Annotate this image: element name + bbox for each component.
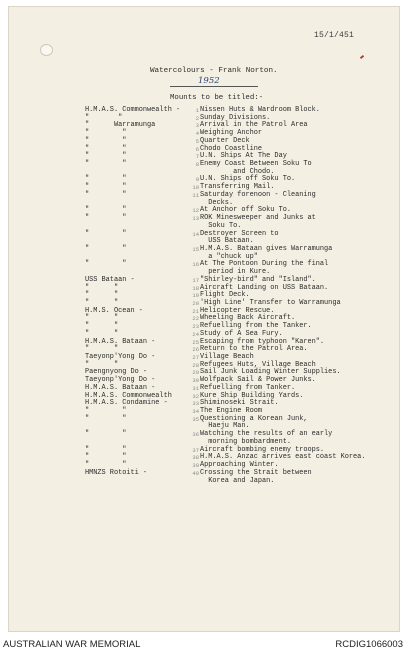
entry-title: Sail Junk Loading Winter Supplies. xyxy=(200,368,341,377)
entry-title: Arrival in the Patrol Area xyxy=(200,121,308,130)
list-item xyxy=(85,478,397,486)
entry-number: 39 xyxy=(192,462,199,470)
entries-list xyxy=(85,107,397,485)
entry-number: 9 xyxy=(195,176,199,184)
entry-ship: " " xyxy=(85,322,119,331)
footer-bar xyxy=(0,633,407,653)
entry-number: 37 xyxy=(192,446,199,454)
entry-number: 8 xyxy=(195,161,199,169)
entry-ship: H.M.A.S. Bataan - xyxy=(85,383,156,392)
entry-number: 31 xyxy=(192,384,199,392)
entry-title: Return to the Patrol Area. xyxy=(200,345,308,354)
document-title: Watercolours - Frank Norton. xyxy=(150,67,278,75)
entry-title: 'High Line' Transfer to Warramunga xyxy=(200,298,341,307)
entry-title: Village Beach xyxy=(200,353,254,361)
entry-number: 14 xyxy=(192,230,199,238)
entry-title: morning bombardment. xyxy=(200,437,291,446)
entry-number: 27 xyxy=(192,354,199,361)
entry-number: 7 xyxy=(195,153,199,161)
entry-title: period in Kure. xyxy=(200,268,271,277)
entry-ship: H.M.A.S. Commonwealth xyxy=(85,391,172,400)
entry-number: 32 xyxy=(192,392,199,400)
entry-ship: USS Bataan - xyxy=(85,275,135,284)
entry-title: Enemy Coast Between Soku To xyxy=(200,160,312,169)
entry-ship: " " xyxy=(85,291,119,300)
entry-title: Helicopter Rescue. xyxy=(200,306,275,315)
entry-title: H.M.A.S. Anzac arrives east coast Korea. xyxy=(200,453,366,462)
entry-ship: " " xyxy=(85,113,123,122)
entry-title: Refuelling from Tanker. xyxy=(200,383,296,392)
entry-ship: Taeyonp'Yong Do - xyxy=(85,353,156,361)
entry-number: 20 xyxy=(192,299,199,307)
entry-title: At The Pontoon During the final xyxy=(200,260,329,269)
entry-title: Saturday forenoon - Cleaning xyxy=(200,190,316,199)
entry-title: Aircraft bombing enemy troops. xyxy=(200,445,325,454)
entry-title: and Chodo. xyxy=(200,167,275,176)
entry-number: 35 xyxy=(192,415,199,423)
entry-ship: " " xyxy=(85,283,119,292)
entry-title: Flight Deck. xyxy=(200,291,250,300)
entry-title: Escaping from typhoon "Karen". xyxy=(200,337,325,346)
entry-number: 24 xyxy=(192,330,199,338)
entry-number: 1 xyxy=(195,107,199,114)
entry-number: 26 xyxy=(192,346,199,354)
entry-ship: H.M.A.S. Commonwealth - xyxy=(85,106,181,114)
entry-ship: " " xyxy=(85,160,127,169)
entry-title: U.N. Ships At The Day xyxy=(200,152,287,161)
entry-number: 19 xyxy=(192,292,199,300)
entry-title: USS Bataan. xyxy=(200,237,254,246)
entry-ship: H.M.A.S. Bataan - xyxy=(85,337,156,346)
entry-title: Wheeling Back Aircraft. xyxy=(200,314,296,323)
entry-title: Shiminoseki Strait. xyxy=(200,399,279,408)
entry-ship: " " xyxy=(85,183,127,192)
entry-title: Destroyer Screen to xyxy=(200,229,279,238)
entry-title: Chodo Coastline xyxy=(200,144,263,153)
entry-number: 40 xyxy=(192,469,199,477)
entry-title: Haeju Man. xyxy=(200,422,250,431)
entry-number: 29 xyxy=(192,369,199,377)
entry-title: Soku To. xyxy=(200,221,242,230)
entry-title: U.N. Ships off Soku To. xyxy=(200,175,296,184)
entry-title: Crossing the Strait between xyxy=(200,468,312,477)
entry-number: 15 xyxy=(192,245,199,253)
entry-ship: " " xyxy=(85,314,119,323)
entry-ship: Paengnyong Do - xyxy=(85,368,148,377)
entry-title: a "chuck up" xyxy=(200,252,258,261)
entry-number: 3 xyxy=(195,122,199,130)
entry-number: 10 xyxy=(192,184,199,192)
entry-ship: " " xyxy=(85,414,127,423)
entry-number: 22 xyxy=(192,315,199,323)
entry-number: 11 xyxy=(192,191,199,199)
entry-ship: Taeyonp'Yong Do - xyxy=(85,376,156,385)
entry-number: 17 xyxy=(192,276,199,284)
entry-ship: " " xyxy=(85,461,127,470)
entry-ship: " " xyxy=(85,298,119,307)
entry-number: 21 xyxy=(192,307,199,315)
entry-title: Approaching Winter. xyxy=(200,461,279,470)
entry-ship: " " xyxy=(85,360,119,369)
entry-ship: " " xyxy=(85,136,127,145)
entry-ship: " " xyxy=(85,229,127,238)
entry-title: Quarter Deck xyxy=(200,136,250,145)
entry-ship: " Warramunga xyxy=(85,121,156,130)
entry-ship: " " xyxy=(85,329,119,338)
entry-title: Weighing Anchor xyxy=(200,129,263,138)
entry-number: 23 xyxy=(192,323,199,331)
entry-title: Nissen Huts & Wardroom Block. xyxy=(200,106,320,114)
entry-title: Sunday Divisions. xyxy=(200,113,271,122)
entry-title: Questioning a Korean Junk, xyxy=(200,414,308,423)
entry-ship: " " xyxy=(85,190,127,199)
entry-title: Transferring Mail. xyxy=(200,183,275,192)
entry-ship: " " xyxy=(85,244,127,253)
entry-title: The Engine Room xyxy=(200,407,263,416)
entry-title: Wolfpack Sail & Power Junks. xyxy=(200,376,316,385)
entry-ship: " " xyxy=(85,260,127,269)
entry-ship: " " xyxy=(85,407,127,416)
entry-ship: " " xyxy=(85,345,119,354)
entry-ship: " " xyxy=(85,430,127,439)
entry-title: At Anchor off Soku To. xyxy=(200,206,291,215)
entry-title: Refuelling from the Tanker. xyxy=(200,322,312,331)
entry-title: Aircraft Landing on USS Bataan. xyxy=(200,283,329,292)
document-subtitle: Mounts to be titled:- xyxy=(170,94,264,102)
entry-title: Refugees Huts, Village Beach xyxy=(200,360,316,369)
footer-institution: AUSTRALIAN WAR MEMORIAL xyxy=(3,639,141,650)
entry-ship: " " xyxy=(85,129,127,138)
entry-ship: " " xyxy=(85,445,127,454)
entry-ship: " " xyxy=(85,175,127,184)
document-reference: 15/1/451 xyxy=(314,31,355,40)
entry-number: 36 xyxy=(192,431,199,439)
entry-number: 6 xyxy=(195,145,199,153)
entry-title: Study of A Sea Fury. xyxy=(200,329,283,338)
handwritten-year: 1952 xyxy=(198,76,220,86)
entry-title: "Shirley-bird" and "Island". xyxy=(200,275,316,284)
entry-ship: " " xyxy=(85,453,127,462)
list-item xyxy=(85,215,397,223)
entry-number: 28 xyxy=(192,361,199,369)
entry-number: 2 xyxy=(195,114,199,122)
entry-number: 38 xyxy=(192,454,199,462)
entry-number: 33 xyxy=(192,400,199,408)
entry-ship: H.M.A.S. Condamine - xyxy=(85,399,168,408)
entry-number: 16 xyxy=(192,261,199,269)
entry-title: Korea and Japan. xyxy=(200,476,275,485)
entry-ship: H.M.S. Ocean - xyxy=(85,306,143,315)
footer-record-id: RCDIG1066003 xyxy=(335,639,403,650)
entry-title: Decks. xyxy=(200,198,234,207)
entry-number: 5 xyxy=(195,137,199,145)
entry-title: H.M.A.S. Bataan gives Warramunga xyxy=(200,244,333,253)
entry-number: 30 xyxy=(192,377,199,385)
entry-number: 18 xyxy=(192,284,199,292)
entry-ship: " " xyxy=(85,206,127,215)
list-item xyxy=(85,192,397,200)
entry-ship: " " xyxy=(85,214,127,223)
entry-number: 34 xyxy=(192,408,199,416)
entry-number: 13 xyxy=(192,215,199,223)
entry-number: 12 xyxy=(192,207,199,215)
title-underline xyxy=(170,86,258,87)
entry-title: ROK Minesweeper and Junks at xyxy=(200,214,316,223)
entry-title: Watching the results of an early xyxy=(200,430,333,439)
entry-ship: " " xyxy=(85,144,127,153)
entry-ship: " " xyxy=(85,152,127,161)
entry-title: Kure Ship Building Yards. xyxy=(200,391,304,400)
punch-hole xyxy=(40,44,53,56)
entry-number: 25 xyxy=(192,338,199,346)
entry-number: 4 xyxy=(195,130,199,138)
entry-ship: HMNZS Rotoiti - xyxy=(85,468,148,477)
